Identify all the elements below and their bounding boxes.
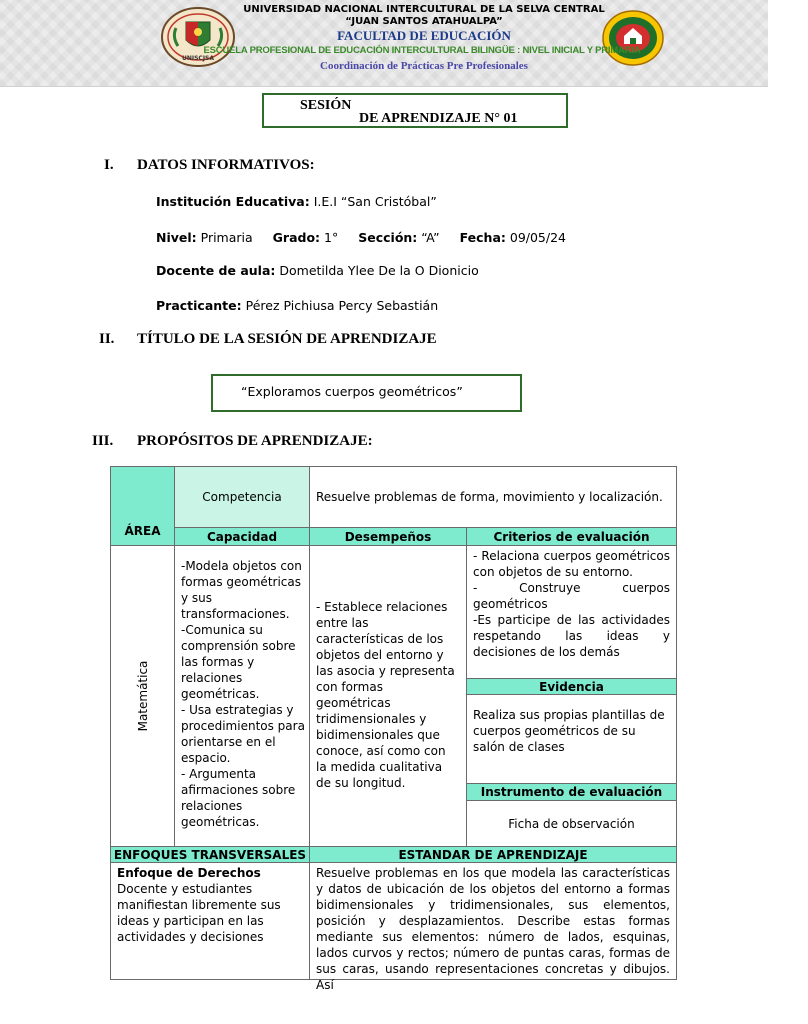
university-name: UNIVERSIDAD NACIONAL INTERCULTURAL DE LA SELVA CENTRAL xyxy=(243,4,605,15)
capacidad-line: orientarse en el xyxy=(181,735,276,749)
capacidad-line: - Usa estrategias y xyxy=(181,703,294,717)
criterio-item: - Construye cuerpos geométricos xyxy=(473,581,670,611)
evidencia-value: Realiza sus propias plantillas de cuerpos geométricos de su salón de clases xyxy=(473,708,665,754)
capacidad-line: relaciones xyxy=(181,799,243,813)
nivel-value: Primaria xyxy=(196,230,253,245)
session-name-box xyxy=(211,374,522,412)
coordination-name: Coordinación de Prácticas Pre Profesionales xyxy=(320,60,528,72)
capacidad-line: afirmaciones sobre xyxy=(181,783,296,797)
instrumento-header-cell xyxy=(466,783,677,801)
capacidad-header: Capacidad xyxy=(206,529,278,544)
capacidad-line: -Modela objetos con xyxy=(181,559,302,573)
estandar-header: ESTANDAR DE APRENDIZAJE xyxy=(398,847,588,862)
capacidad-line: espacio. xyxy=(181,751,231,765)
docente-value: Dometilda Ylee De la O Dionicio xyxy=(275,263,479,278)
competencia-value: Resuelve problemas de forma, movimiento y localización. xyxy=(316,490,663,504)
enfoque-cell xyxy=(110,862,310,980)
criterio-item: -Es participe de las actividades respetando las ideas y decisiones de los demás xyxy=(473,613,670,659)
institution-label: Institución Educativa: xyxy=(156,194,310,209)
enfoques-header: ENFOQUES TRANSVERSALES xyxy=(113,847,307,862)
level-row xyxy=(156,230,566,245)
desempeno-line: la medida cualitativa xyxy=(316,760,443,774)
section-3-title: PROPÓSITOS DE APRENDIZAJE: xyxy=(137,433,373,449)
fecha-value: 09/05/24 xyxy=(505,230,567,245)
area-header-cell xyxy=(110,466,175,546)
capacidad-line: y sus xyxy=(181,591,213,605)
instrumento-value: Ficha de observación xyxy=(508,816,635,831)
evidencia-value-cell xyxy=(466,694,677,784)
desempenos-header-cell xyxy=(309,527,467,546)
desempeno-line: las asocia y representa xyxy=(316,664,455,678)
desempeno-line: geométricas xyxy=(316,696,391,710)
capacidad-line: transformaciones. xyxy=(181,607,290,621)
desempeno-line: entre las xyxy=(316,616,369,630)
practicante-value: Pérez Pichiusa Percy Sebastián xyxy=(241,298,439,313)
seccion-value: “A” xyxy=(417,230,440,245)
capacidad-line: procedimientos para xyxy=(181,719,305,733)
competencia-value-cell xyxy=(309,466,677,528)
evidencia-header: Evidencia xyxy=(539,679,604,694)
faculty-name: FACULTAD DE EDUCACIÓN xyxy=(337,28,511,43)
letterhead xyxy=(0,0,768,87)
nivel-label: Nivel: xyxy=(156,230,197,245)
desempeno-line: - Establece relaciones xyxy=(316,600,448,614)
university-subname: “JUAN SANTOS ATAHUALPA” xyxy=(345,16,503,27)
capacidad-line: - Argumenta xyxy=(181,767,257,781)
criterio-item: - Relaciona cuerpos geométricos con objetos de su entorno. xyxy=(473,549,670,579)
desempeno-line: objetos del entorno y xyxy=(316,648,444,662)
desempeno-line: bidimensionales que xyxy=(316,728,440,742)
desempeno-line: tridimensionales y xyxy=(316,712,427,726)
estandar-cell xyxy=(309,862,677,992)
session-title-box xyxy=(262,93,568,128)
practicante-label: Practicante: xyxy=(156,298,242,313)
desempeno-line: características de los xyxy=(316,632,444,646)
docente-row xyxy=(156,263,479,278)
area-value: Matemática xyxy=(135,660,150,732)
area-value-cell xyxy=(110,545,175,847)
criterios-header: Criterios de evaluación xyxy=(493,529,650,544)
desempeno-line: conoce, así como con xyxy=(316,744,446,758)
criterios-cell xyxy=(466,545,677,679)
desempenos-header: Desempeños xyxy=(344,529,432,544)
school-name: ESCUELA PROFESIONAL DE EDUCACIÓN INTERCULTURAL BILINGÜE : NIVEL INICIAL Y PRIMARIA xyxy=(203,45,641,56)
fecha-label: Fecha: xyxy=(459,230,506,245)
enfoque-title: Enfoque de Derechos xyxy=(117,866,261,880)
desempeno-line: de su longitud. xyxy=(316,776,406,790)
capacidad-line: geométricas. xyxy=(181,687,260,701)
session-word2: DE APRENDIZAJE N° 01 xyxy=(359,111,518,126)
institution-value: I.E.I “San Cristóbal” xyxy=(309,194,437,209)
capacidad-line: las formas y xyxy=(181,655,255,669)
estandar-value: Resuelve problemas en los que modela las características y datos de ubicación de los objetos del entorno a formas bidimensionales y tridimensionales, sus elementos, posición y desplazamientos. Describe estas formas mediante sus elementos: número de lados, esquinas, lados curvos y rectos; número de puntas caras, formas de sus caras, usando representaciones concretas y dibujos. Así xyxy=(316,866,670,992)
capacidad-line: -Comunica su xyxy=(181,623,263,637)
estandar-header-cell xyxy=(309,846,677,863)
session-name: “Exploramos cuerpos geométricos” xyxy=(241,384,463,399)
section-2-title: TÍTULO DE LA SESIÓN DE APRENDIZAJE xyxy=(137,331,437,347)
grado-value: 1° xyxy=(320,230,339,245)
capacidad-line: comprensión sobre xyxy=(181,639,296,653)
section-1-number: I. xyxy=(104,157,114,173)
section-2-number: II. xyxy=(99,331,115,347)
area-header: ÁREA xyxy=(124,524,161,538)
enfoque-value: Docente y estudiantes manifiestan libremente sus ideas y participan en las actividades y decisiones xyxy=(117,882,281,944)
capacidad-line: relaciones xyxy=(181,671,243,685)
practicante-row xyxy=(156,298,438,313)
evidencia-header-cell xyxy=(466,678,677,695)
instrumento-header: Instrumento de evaluación xyxy=(480,785,663,799)
session-word1: SESIÓN xyxy=(300,98,352,113)
institution-row xyxy=(156,194,437,209)
desempenos-cell xyxy=(309,545,467,847)
instrumento-value-cell xyxy=(466,800,677,847)
desempeno-line: con formas xyxy=(316,680,383,694)
seal-text: UNISCJSA xyxy=(181,55,215,62)
section-3-number: III. xyxy=(92,433,114,449)
docente-label: Docente de aula: xyxy=(156,263,276,278)
seccion-label: Sección: xyxy=(358,230,418,245)
capacidad-header-cell xyxy=(174,527,310,546)
competencia-header-cell xyxy=(174,466,310,528)
enfoques-header-cell xyxy=(110,846,310,863)
section-1-title: DATOS INFORMATIVOS: xyxy=(137,157,315,173)
criterios-header-cell xyxy=(466,527,677,546)
grado-label: Grado: xyxy=(272,230,321,245)
competencia-header: Competencia xyxy=(202,490,282,504)
capacidad-line: formas geométricas xyxy=(181,575,301,589)
capacidades-cell xyxy=(174,545,310,847)
capacidad-line: geométricas. xyxy=(181,815,260,829)
